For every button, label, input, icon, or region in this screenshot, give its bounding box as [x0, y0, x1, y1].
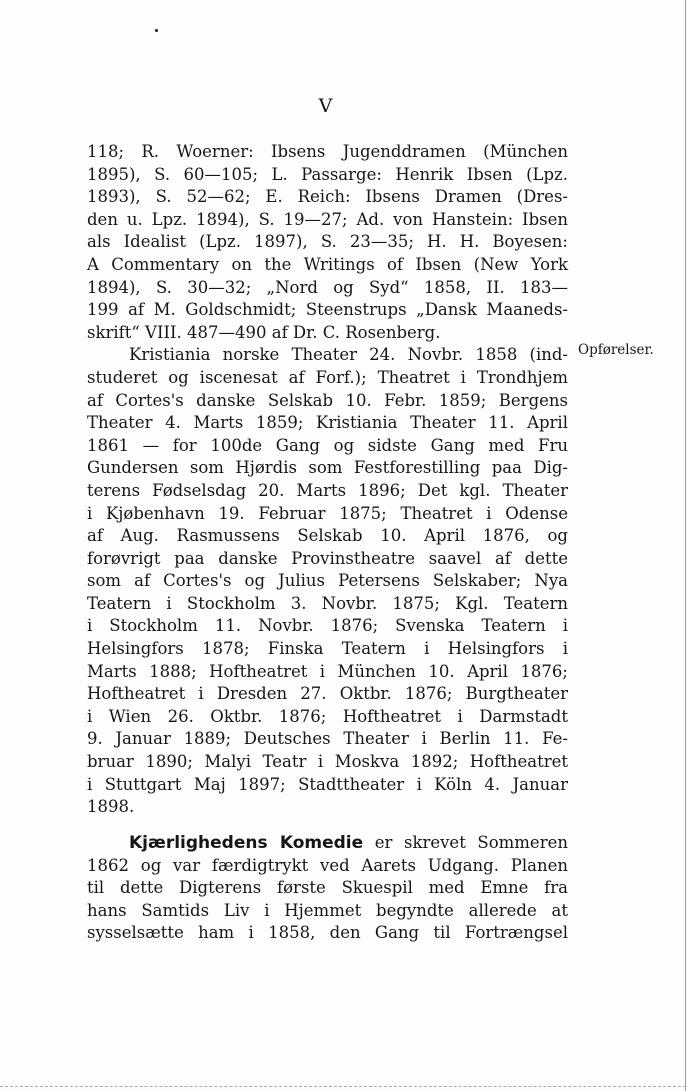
text-line: forøvrigt paa danske Provinstheatre saavel af dette	[87, 548, 568, 568]
text-line: Kristiania norske Theater 24. Novbr. 1858 (ind-	[129, 345, 568, 365]
text-line: Gundersen som Hjørdis som Festforestilling paa Dig-	[87, 458, 568, 478]
text-line: terens Fødselsdag 20. Marts 1896; Det kgl. Theater	[87, 480, 568, 500]
text-line	[87, 832, 568, 855]
text-line: studeret og iscenesat af Forf.); Theatret i Trondhjem	[87, 367, 568, 387]
text-line: Hoftheatret i Dresden 27. Oktbr. 1876; Burgtheater	[87, 684, 568, 704]
text-line: i Wien 26. Oktbr. 1876; Hoftheatret i Darmstadt	[87, 706, 568, 726]
text-line: Helsingfors 1878; Finska Teatern i Helsingfors i	[87, 639, 568, 659]
text-line: 1861 — for 100de Gang og sidste Gang med Fru	[87, 435, 568, 455]
main-text	[87, 141, 568, 819]
text-line: i Stuttgart Maj 1897; Stadttheater i Köln 4. Januar	[87, 774, 568, 794]
text-line: als Idealist (Lpz. 1897), S. 23—35; H. H. Boyesen:	[87, 232, 568, 252]
page-number: V	[318, 95, 334, 117]
text-line: 1894), S. 30—32; „Nord og Syd“ 1858, II. 183—	[87, 277, 568, 297]
text-line: 118; R. Woerner: Ibsens Jugenddramen (München	[87, 142, 568, 161]
print-speck	[155, 29, 158, 32]
heading-line-text: er skrevet Sommeren	[374, 833, 568, 852]
text-line: Marts 1888; Hoftheatret i München 10. April 1876;	[87, 661, 568, 681]
text-line: 199 af M. Goldschmidt; Steenstrups „Dansk Maaneds-	[87, 300, 568, 320]
text-line: af Cortes's danske Selskab 10. Febr. 1859; Bergens	[87, 390, 568, 410]
bibliography-paragraph	[87, 141, 568, 344]
text-line: Theater 4. Marts 1859; Kristiania Theater 11. April	[87, 413, 568, 433]
page-edge-line	[685, 0, 686, 1091]
text-line: sysselsætte ham i 1858, den Gang til Fortrængsel	[87, 923, 568, 943]
section-heading: Kjærlighedens Komedie	[129, 833, 364, 853]
text-line: hans Samtids Liv i Hjemmet begyndte allerede at	[87, 900, 568, 920]
margin-note: Opførelser.	[578, 342, 654, 358]
text-line: A Commentary on the Writings of Ibsen (New York	[87, 254, 568, 274]
text-line: i Kjøbenhavn 19. Februar 1875; Theatret i Odense	[87, 503, 568, 523]
comedy-paragraph	[87, 832, 568, 945]
text-line: skrift“ VIII. 487—490 af Dr. C. Rosenberg.	[87, 322, 441, 342]
text-line: Teatern i Stockholm 3. Novbr. 1875; Kgl. Teatern	[87, 593, 568, 613]
text-line: 1862 og var færdigtrykt ved Aarets Udgang. Planen	[87, 855, 568, 875]
text-line: 1893), S. 52—62; E. Reich: Ibsens Dramen (Dres-	[87, 187, 568, 207]
text-line: som af Cortes's og Julius Petersens Selskaber; Nya	[87, 571, 568, 591]
text-line: i Stockholm 11. Novbr. 1876; Svenska Teatern i	[87, 616, 568, 636]
text-line: bruar 1890; Malyi Teatr i Moskva 1892; Hoftheatret	[87, 752, 568, 772]
performances-paragraph	[87, 344, 568, 818]
text-line: 1895), S. 60—105; L. Passarge: Henrik Ibsen (Lpz.	[87, 164, 568, 184]
text-line: af Aug. Rasmussens Selskab 10. April 1876, og	[87, 526, 568, 546]
page-bottom-edge	[0, 1086, 686, 1088]
text-line: 9. Januar 1889; Deutsches Theater i Berlin 11. Fe-	[87, 729, 568, 749]
text-line: den u. Lpz. 1894), S. 19—27; Ad. von Hanstein: Ibsen	[87, 209, 568, 229]
text-line: 1898.	[87, 797, 135, 817]
text-line: til dette Digterens første Skuespil med Emne fra	[87, 878, 568, 898]
